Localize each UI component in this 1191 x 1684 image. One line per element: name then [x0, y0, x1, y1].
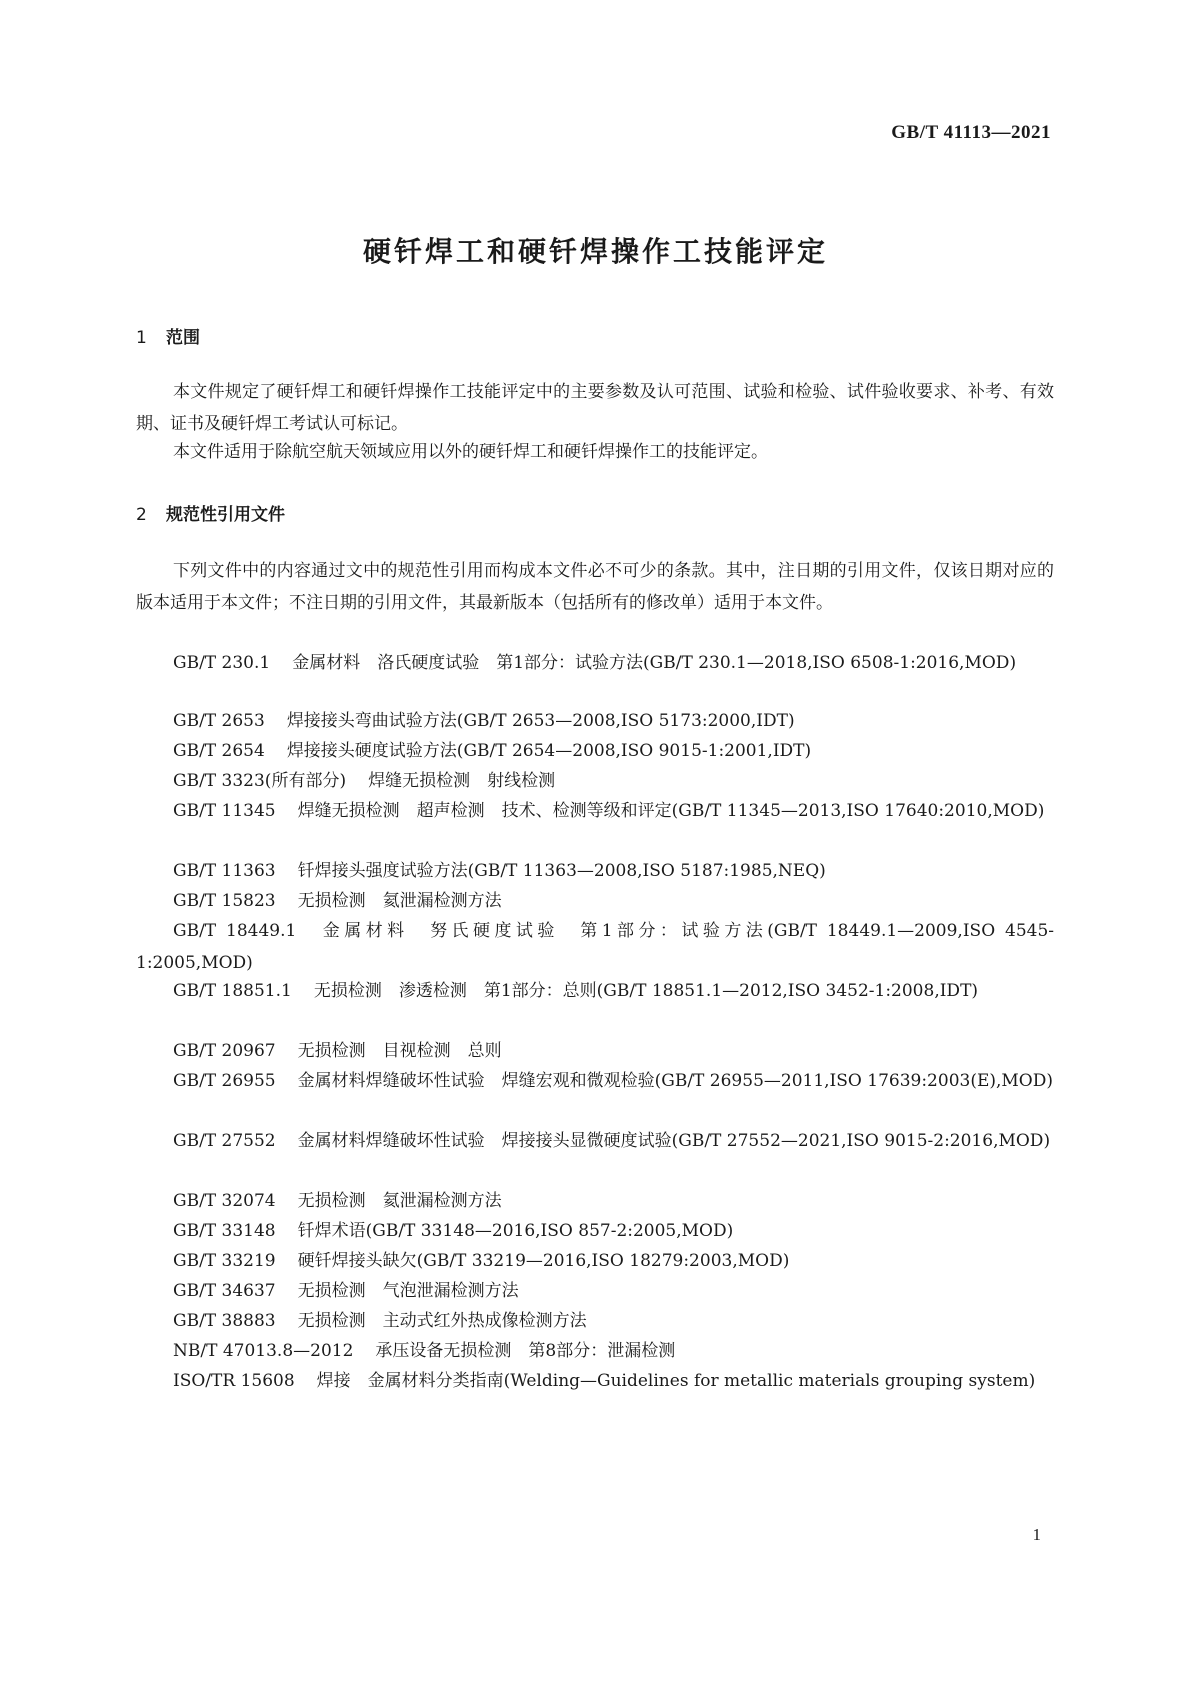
- reference-item: [136, 885, 1054, 917]
- reference-item: [136, 765, 1054, 797]
- reference-code: GB/T 3323(所有部分): [173, 771, 347, 791]
- reference-code: GB/T 20967: [173, 1041, 276, 1061]
- section-title: 规范性引用文件: [166, 505, 285, 525]
- reference-item: [136, 915, 1054, 979]
- section-1-heading: [136, 323, 200, 348]
- reference-item: [136, 1125, 1054, 1157]
- reference-item: [136, 1245, 1054, 1277]
- reference-code: GB/T 11363: [173, 861, 276, 881]
- section-number: 1: [136, 328, 147, 348]
- reference-code: GB/T 230.1: [173, 653, 271, 673]
- reference-item: [136, 1215, 1054, 1247]
- reference-code: GB/T 34637: [173, 1281, 276, 1301]
- reference-code: ISO/TR 15608: [173, 1371, 295, 1391]
- reference-item: [136, 1185, 1054, 1217]
- reference-item: [136, 647, 1054, 679]
- reference-title: 无损检测 渗透检测 第1部分：总则(GB/T 18851.1—2012,ISO 3452-1:2008,IDT): [313, 981, 979, 1001]
- reference-title: 钎焊接头强度试验方法(GB/T 11363—2008,ISO 5187:1985,NEQ): [297, 861, 826, 881]
- reference-item: [136, 705, 1054, 737]
- reference-item: [136, 1305, 1054, 1337]
- scope-paragraph: 本文件适用于除航空航天领域应用以外的硬钎焊工和硬钎焊操作工的技能评定。: [173, 442, 768, 462]
- reference-title: 钎焊术语(GB/T 33148—2016,ISO 857-2:2005,MOD): [297, 1221, 734, 1241]
- reference-item: [136, 855, 1054, 887]
- reference-item: [136, 1275, 1054, 1307]
- reference-title: 焊接接头硬度试验方法(GB/T 2654—2008,ISO 9015-1:2001,IDT): [286, 741, 812, 761]
- reference-title: 无损检测 氦泄漏检测方法: [297, 891, 502, 911]
- reference-title: 无损检测 氦泄漏检测方法: [297, 1191, 502, 1211]
- reference-title: 无损检测 目视检测 总则: [297, 1041, 502, 1061]
- reference-title: 金属材料焊缝破坏性试验 焊缝宏观和微观检验(GB/T 26955—2011,ISO 17639:2003(E),MOD): [297, 1071, 1054, 1091]
- reference-code: NB/T 47013.8—2012: [173, 1341, 354, 1361]
- document-title: 硬钎焊工和硬钎焊操作工技能评定: [362, 235, 828, 268]
- reference-code: GB/T 33219: [173, 1251, 276, 1271]
- reference-title: 焊缝无损检测 射线检测: [368, 771, 556, 791]
- reference-code: GB/T 11345: [173, 801, 276, 821]
- reference-item: [136, 1335, 1054, 1367]
- normative-intro-paragraph: 下列文件中的内容通过文中的规范性引用而构成本文件必不可少的条款。其中，注日期的引用文件，仅该日期对应的版本适用于本文件；不注日期的引用文件，其最新版本（包括所有的修改单）适用于本文件。: [136, 561, 1054, 613]
- reference-title: 无损检测 气泡泄漏检测方法: [297, 1281, 519, 1301]
- reference-code: GB/T 33148: [173, 1221, 276, 1241]
- scope-paragraph: 本文件规定了硬钎焊工和硬钎焊操作工技能评定中的主要参数及认可范围、试验和检验、试件验收要求、补考、有效期、证书及硬钎焊工考试认可标记。: [136, 382, 1054, 434]
- page-number: 1: [1032, 1525, 1041, 1544]
- reference-item: [136, 1365, 1054, 1397]
- reference-code: GB/T 26955: [173, 1071, 276, 1091]
- reference-title: 焊缝无损检测 超声检测 技术、检测等级和评定(GB/T 11345—2013,ISO 17640:2010,MOD): [297, 801, 1045, 821]
- reference-item: [136, 735, 1054, 767]
- reference-item: [136, 795, 1054, 827]
- reference-code: GB/T 38883: [173, 1311, 276, 1331]
- reference-code: GB/T 2654: [173, 741, 265, 761]
- reference-title: 承压设备无损检测 第8部分：泄漏检测: [375, 1341, 676, 1361]
- section-2-heading: [136, 500, 285, 525]
- section-number: 2: [136, 505, 147, 525]
- reference-title: 金属材料焊缝破坏性试验 焊接接头显微硬度试验(GB/T 27552—2021,ISO 9015-2:2016,MOD): [297, 1131, 1051, 1151]
- reference-title: 焊接接头弯曲试验方法(GB/T 2653—2008,ISO 5173:2000,IDT): [286, 711, 795, 731]
- reference-code: GB/T 27552: [173, 1131, 276, 1151]
- reference-item: [136, 1065, 1054, 1097]
- reference-title: 硬钎焊接头缺欠(GB/T 33219—2016,ISO 18279:2003,MOD): [297, 1251, 790, 1271]
- reference-item: [136, 975, 1054, 1007]
- section-title: 范围: [166, 328, 200, 348]
- standard-code: GB/T 41113—2021: [891, 122, 1051, 143]
- reference-title: 焊接 金属材料分类指南(Welding—Guidelines for metallic materials grouping system): [316, 1371, 1036, 1391]
- reference-code: GB/T 18449.1: [173, 921, 297, 941]
- reference-title: 金属材料 洛氏硬度试验 第1部分：试验方法(GB/T 230.1—2018,ISO 6508-1:2016,MOD): [292, 653, 1017, 673]
- reference-code: GB/T 18851.1: [173, 981, 292, 1001]
- reference-code: GB/T 2653: [173, 711, 265, 731]
- reference-item: [136, 1035, 1054, 1067]
- reference-code: GB/T 15823: [173, 891, 276, 911]
- reference-code: GB/T 32074: [173, 1191, 276, 1211]
- reference-title: 金属材料 努氏硬度试验 第1部分：试验方法(GB/T 18449.1—2009,ISO 4545-1:2005,MOD): [136, 921, 1055, 973]
- reference-title: 无损检测 主动式红外热成像检测方法: [297, 1311, 587, 1331]
